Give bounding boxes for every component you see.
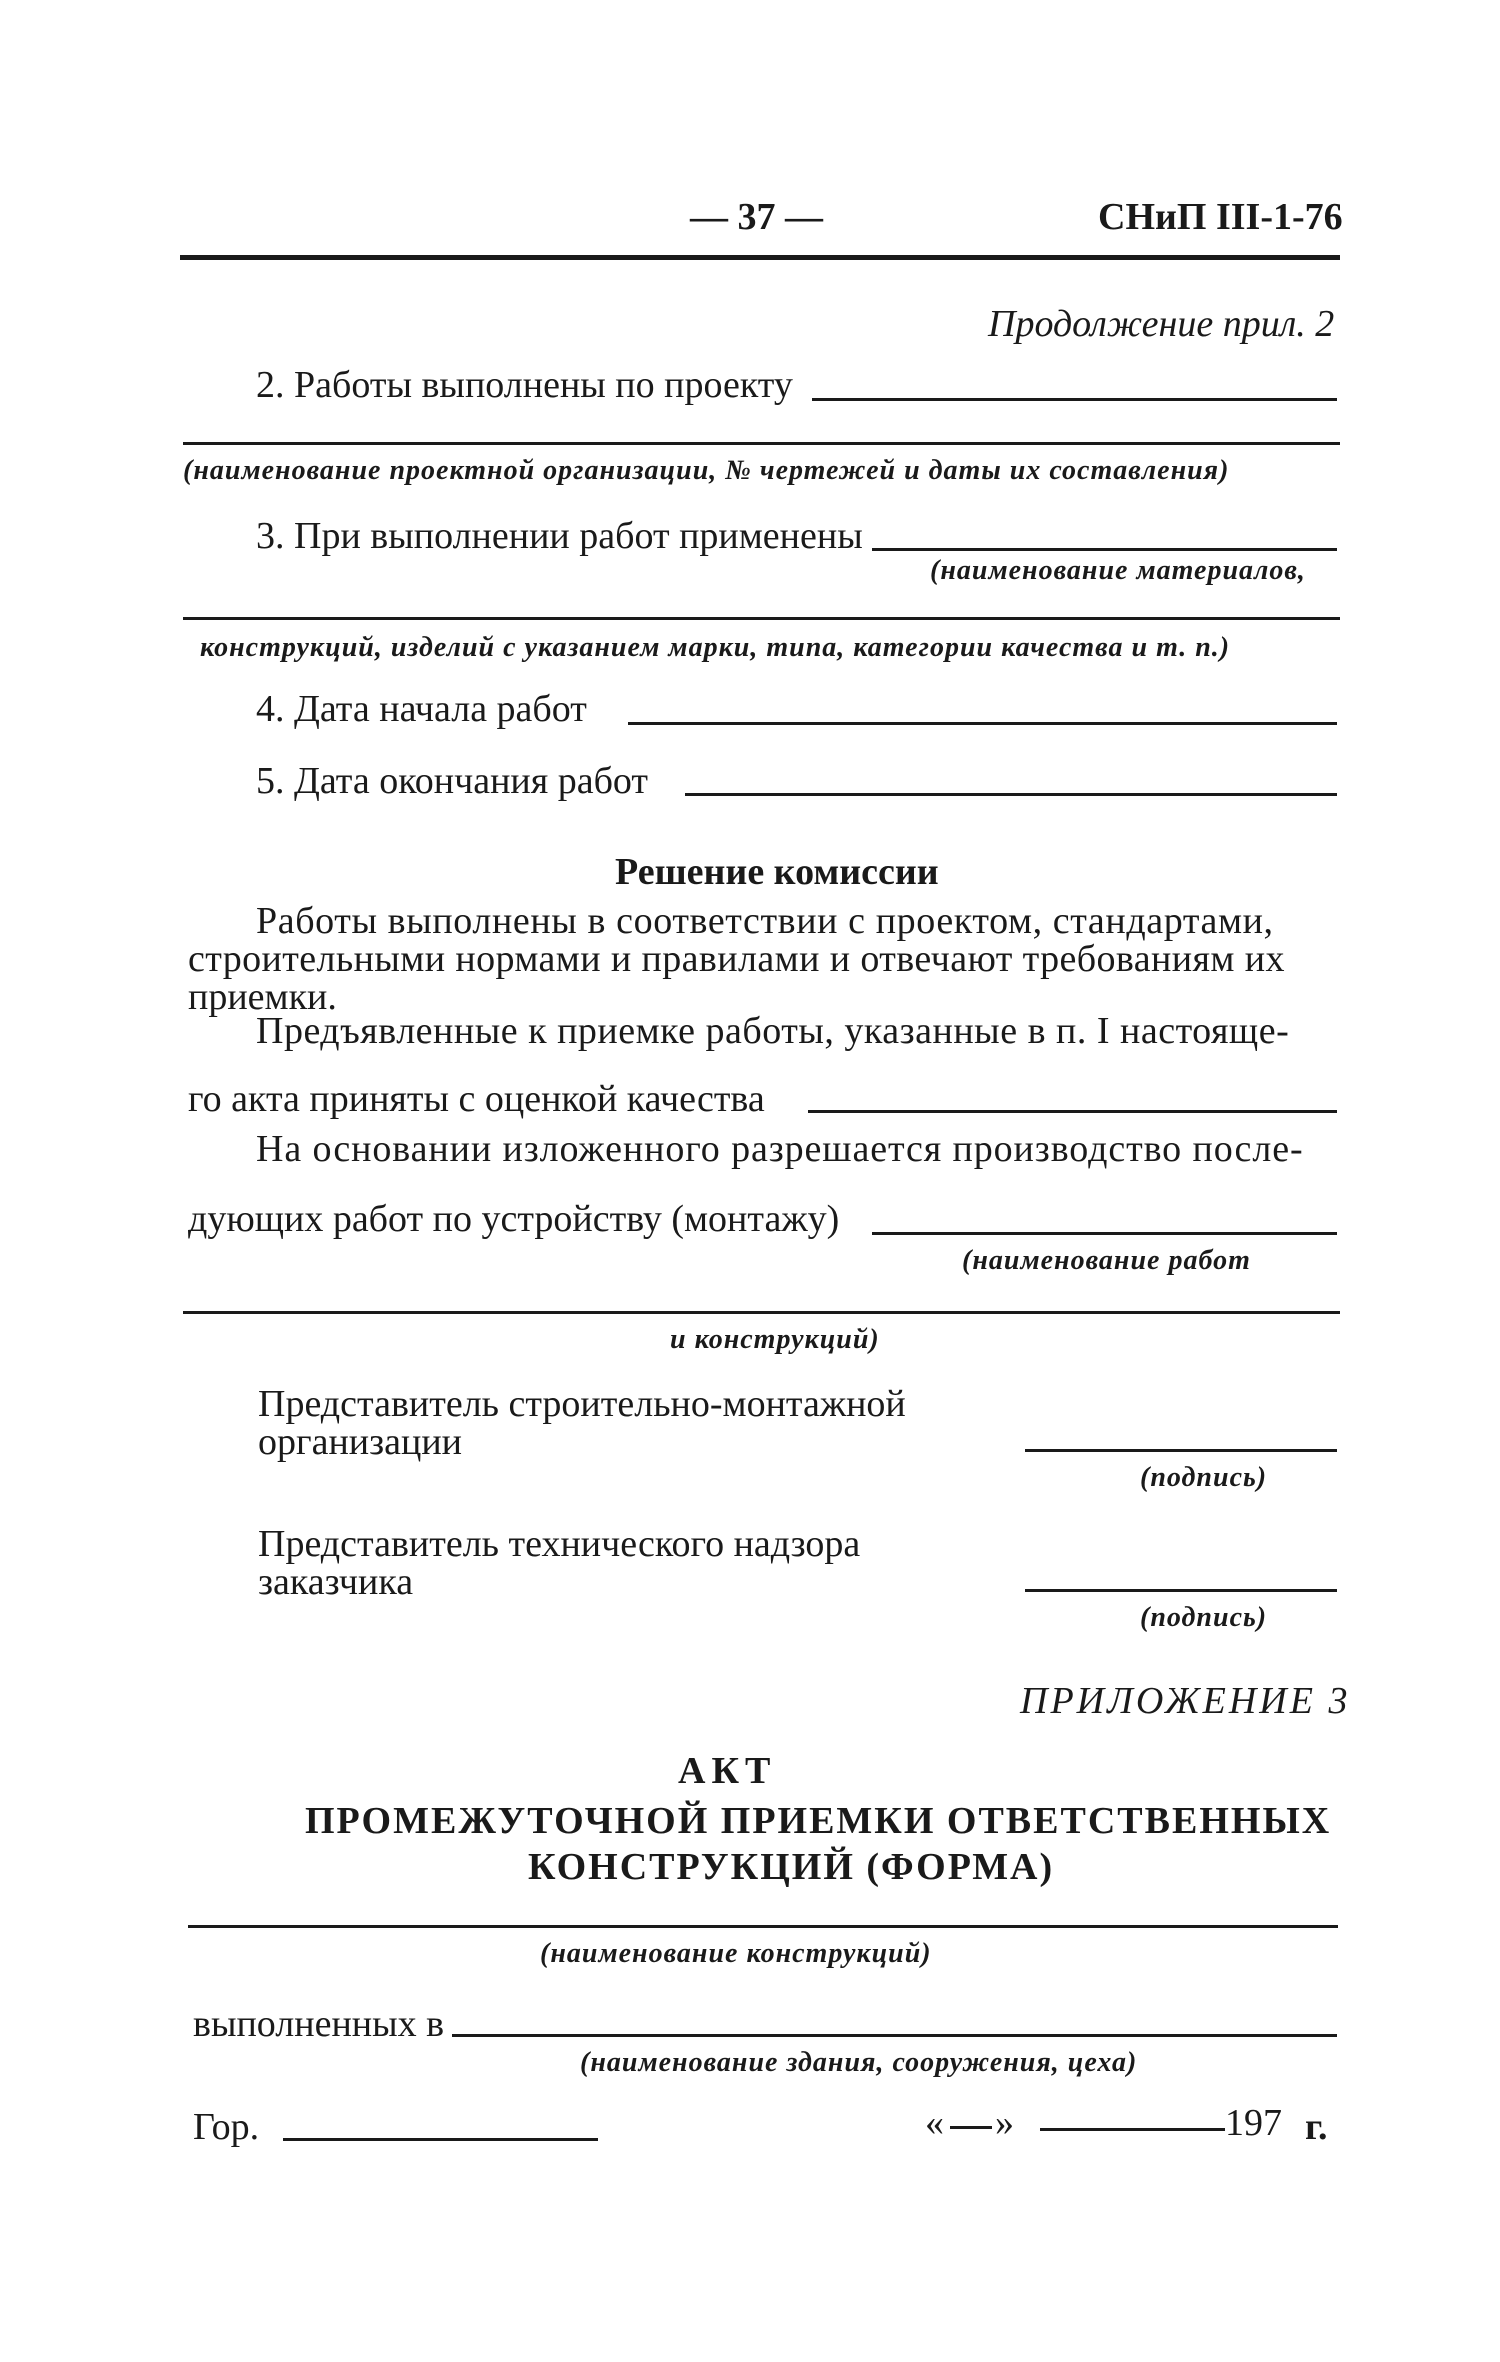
signature-2-line[interactable] (1025, 1589, 1337, 1592)
item5-label: 5. Дата окончания работ (256, 760, 649, 802)
decision-p3-caption-b: и конструкций) (670, 1324, 880, 1355)
signature-1-line[interactable] (1025, 1449, 1337, 1452)
signature-2-line1: Представитель технического надзора (258, 1523, 861, 1565)
performed-in-label: выполненных в (193, 2003, 445, 2045)
decision-p1-line3: приемки. (188, 976, 337, 1018)
continuation-label: Продолжение прил. 2 (988, 303, 1335, 345)
date-close-quote: » (995, 2102, 1014, 2144)
next-works-full-line[interactable] (183, 1311, 1340, 1314)
month-fill-line[interactable] (1040, 2128, 1225, 2131)
signature-1-line2: организации (258, 1421, 463, 1463)
item3-caption-a: (наименование материалов, (930, 555, 1306, 586)
city-fill-line[interactable] (283, 2138, 598, 2141)
act-subtitle-line2: КОНСТРУКЦИЙ (ФОРМА) (528, 1846, 1055, 1888)
decision-p3-line1: На основании изложенного разрешается производство после- (256, 1128, 1304, 1170)
year-suffix: г. (1305, 2106, 1328, 2148)
quality-fill-line[interactable] (808, 1110, 1337, 1113)
document-code: СНиП III-1-76 (1098, 196, 1343, 238)
building-caption: (наименование здания, сооружения, цеха) (580, 2047, 1138, 2078)
signature-2-caption: (подпись) (1140, 1602, 1268, 1633)
item3-full-line[interactable] (183, 617, 1340, 620)
signature-1-line1: Представитель строительно-монтажной (258, 1383, 906, 1425)
item2-full-line[interactable] (183, 442, 1340, 445)
year-prefix: 197 (1225, 2102, 1282, 2144)
decision-p3-caption-a: (наименование работ (962, 1245, 1251, 1276)
decision-p2-line1: Предъявленные к приемке работы, указанные в п. I настояще- (256, 1010, 1290, 1052)
act-title: АКТ (678, 1750, 777, 1792)
decision-p3-line2: дующих работ по устройству (монтажу) (188, 1198, 840, 1240)
decision-heading: Решение комиссии (615, 851, 939, 893)
decision-p2-line2: го акта приняты с оценкой качества (188, 1078, 765, 1120)
header-rule (180, 255, 1340, 260)
date-open-quote: « (925, 2102, 944, 2144)
appendix-label: ПРИЛОЖЕНИЕ 3 (1020, 1680, 1351, 1722)
item3-caption-b: конструкций, изделий с указанием марки, типа, категории качества и т. п.) (200, 632, 1231, 663)
decision-p1-line1: Работы выполнены в соответствии с проектом, стандартами, (256, 900, 1274, 942)
next-works-fill-line[interactable] (872, 1232, 1337, 1235)
signature-2-line2: заказчика (258, 1561, 414, 1603)
item5-fill-line[interactable] (685, 793, 1337, 796)
day-fill-line[interactable] (950, 2126, 992, 2129)
item2-label: 2. Работы выполнены по проекту (256, 364, 793, 406)
item3-label: 3. При выполнении работ применены (256, 515, 863, 557)
page-number: — 37 — (690, 196, 823, 238)
item2-fill-line[interactable] (812, 398, 1337, 401)
constructions-fill-line[interactable] (188, 1925, 1338, 1928)
city-label: Гор. (193, 2106, 260, 2148)
item3-fill-line[interactable] (872, 548, 1337, 551)
signature-1-caption: (подпись) (1140, 1462, 1268, 1493)
decision-p1-line2: строительными нормами и правилами и отвечают требованиям их (188, 938, 1285, 980)
building-fill-line[interactable] (452, 2034, 1337, 2037)
constructions-caption: (наименование конструкций) (540, 1938, 932, 1969)
item2-caption: (наименование проектной организации, № чертежей и даты их составления) (183, 455, 1230, 486)
item4-fill-line[interactable] (628, 722, 1337, 725)
act-subtitle-line1: ПРОМЕЖУТОЧНОЙ ПРИЕМКИ ОТВЕТСТВЕННЫХ (305, 1800, 1332, 1842)
item4-label: 4. Дата начала работ (256, 688, 587, 730)
